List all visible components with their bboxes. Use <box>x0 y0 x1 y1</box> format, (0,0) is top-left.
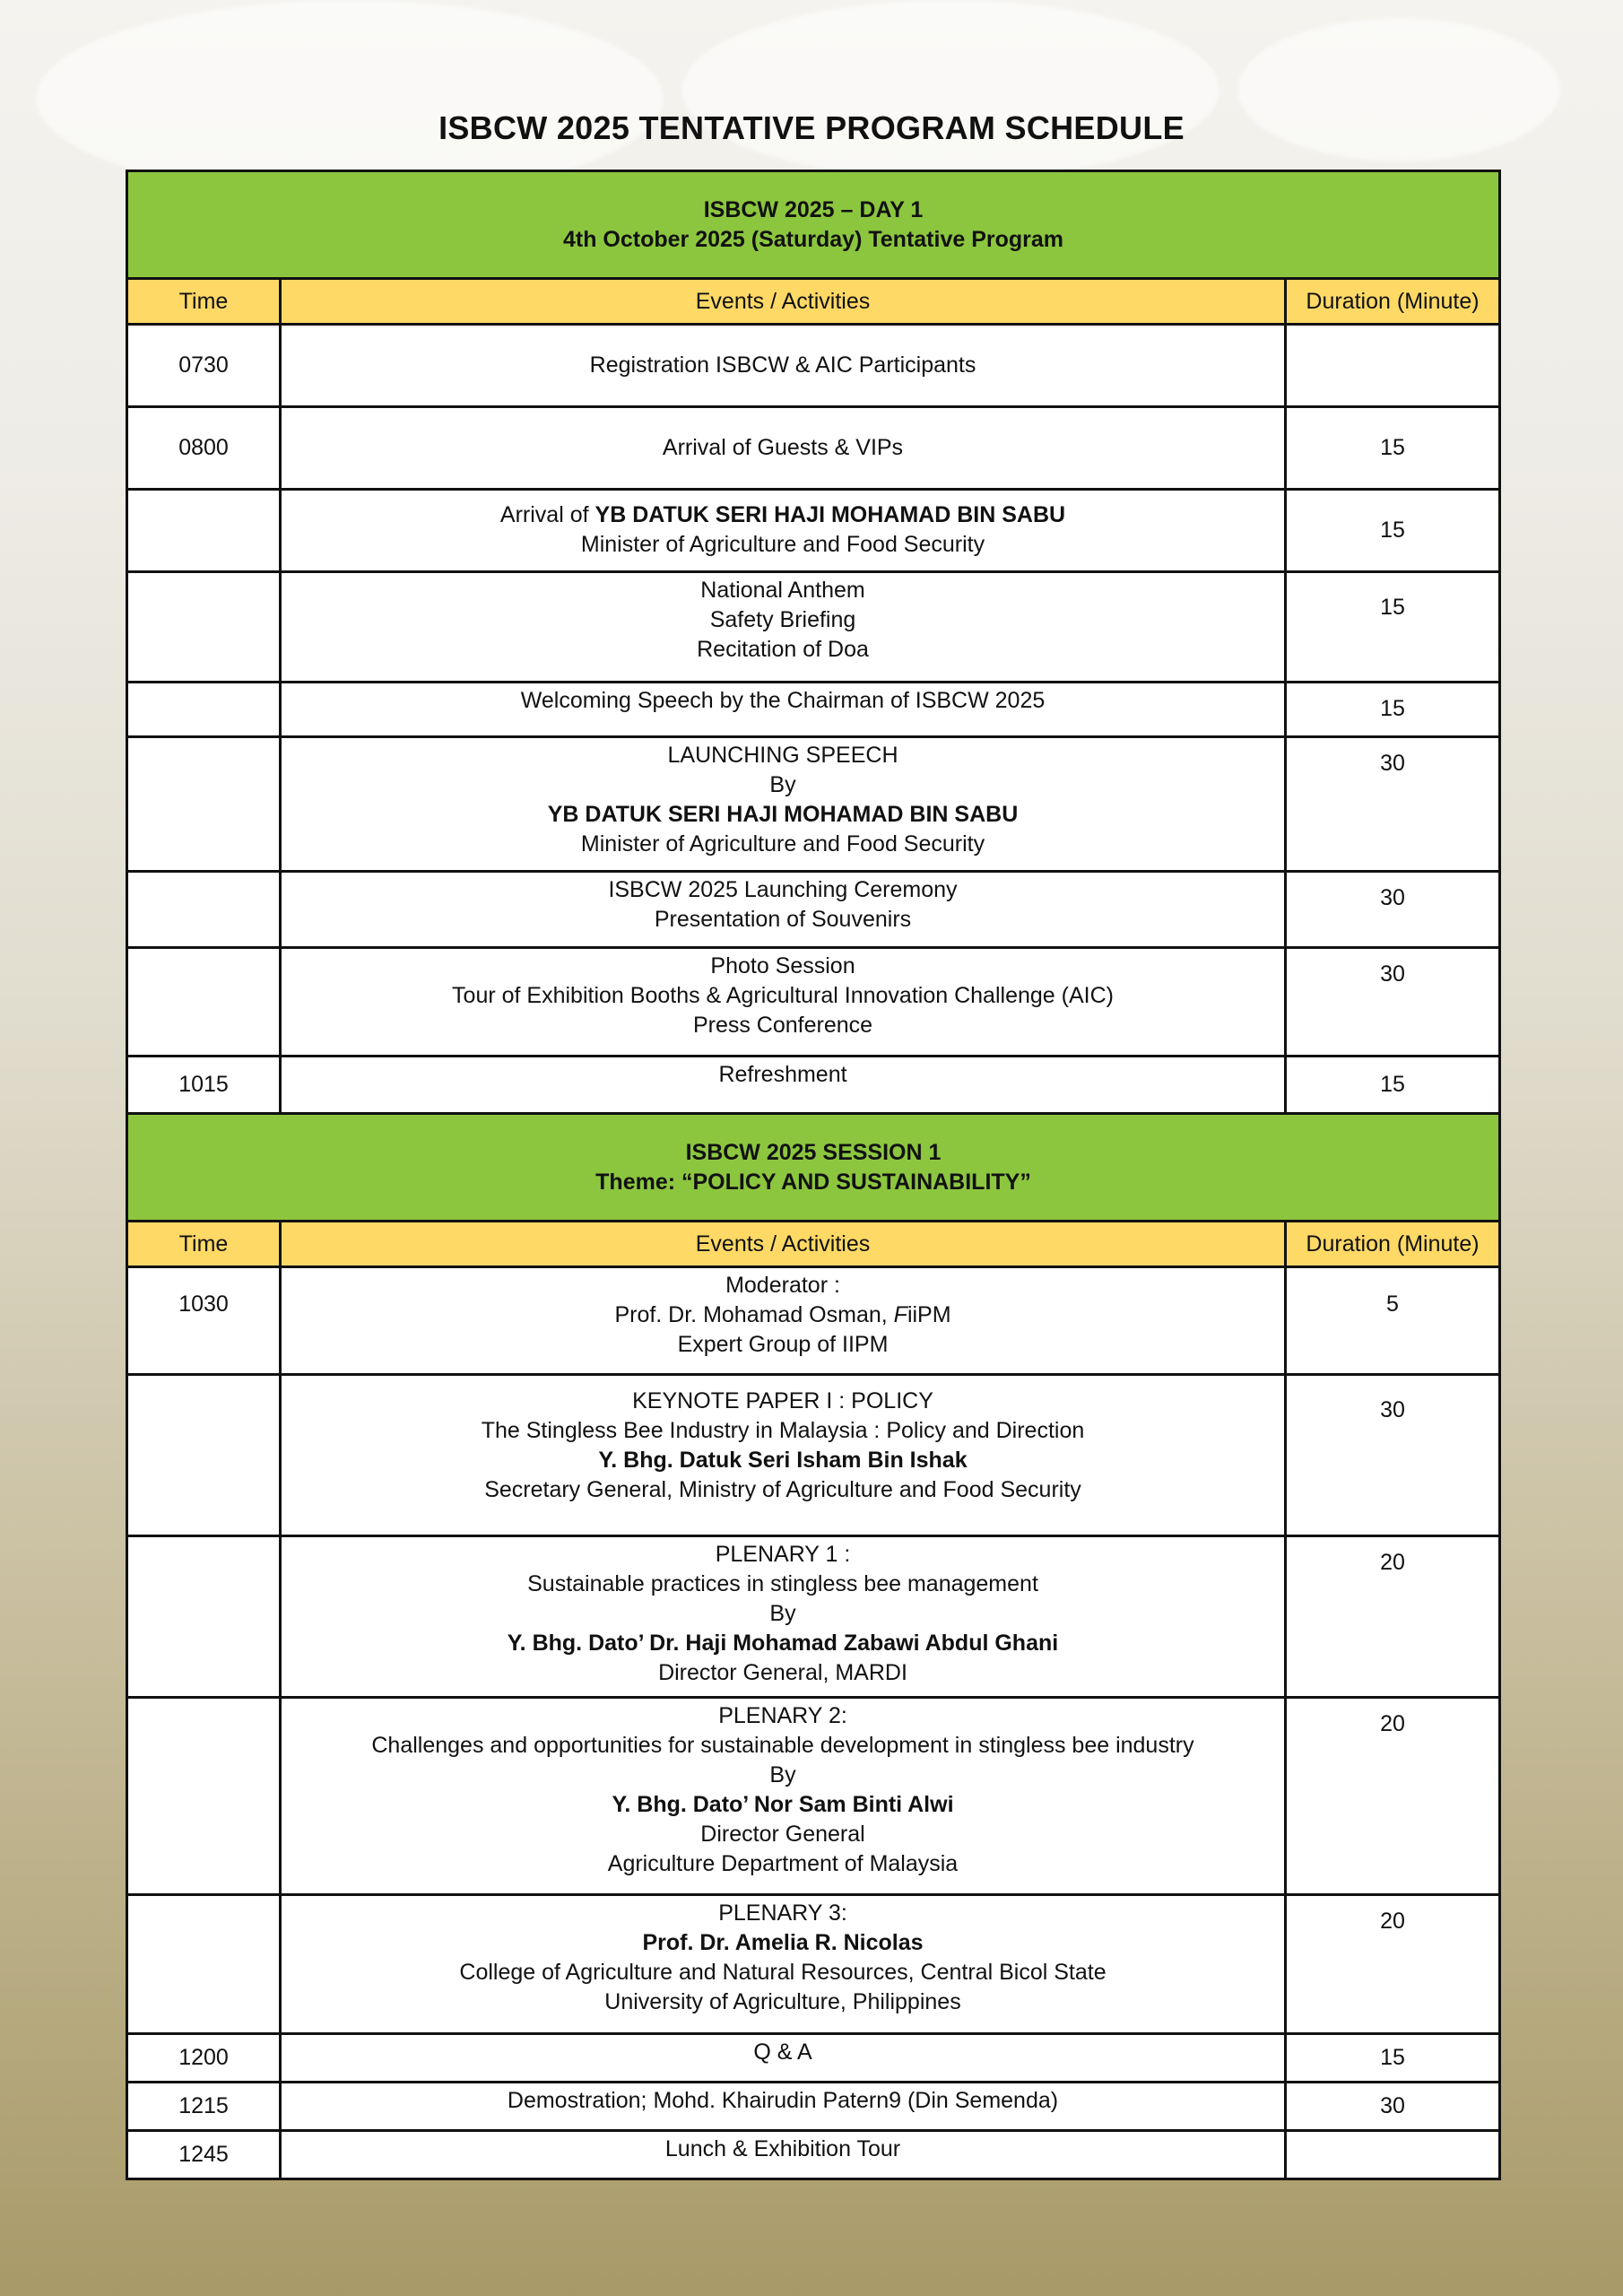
table-row <box>127 407 1500 490</box>
row-duration: 30 <box>1286 948 1500 1057</box>
row-event: Registration ISBCW & AIC Participants <box>281 325 1286 407</box>
event-text: ISBCW 2025 Launching Ceremony <box>608 877 958 902</box>
column-header-time: Time <box>127 279 281 325</box>
row-duration: 20 <box>1286 1536 1500 1698</box>
day1-header-row <box>127 171 1500 279</box>
column-header-duration: Duration (Minute) <box>1286 279 1500 325</box>
row-event <box>281 948 1286 1057</box>
background-map-shape <box>681 0 1219 179</box>
row-duration: 15 <box>1286 407 1500 490</box>
row-time <box>127 490 281 572</box>
row-duration <box>1286 2131 1500 2179</box>
row-duration: 30 <box>1286 2083 1500 2131</box>
event-text: National Anthem <box>700 578 865 603</box>
row-time <box>127 572 281 683</box>
column-header-row <box>127 1222 1500 1267</box>
table-row <box>127 1895 1500 2034</box>
table-row <box>127 2034 1500 2083</box>
row-event <box>281 1895 1286 2034</box>
column-header-events: Events / Activities <box>281 1222 1286 1267</box>
speaker-name: Y. Bhg. Dato’ Nor Sam Binti Alwi <box>612 1792 954 1817</box>
column-header-events: Events / Activities <box>281 279 1286 325</box>
moderator-name-italic: F <box>893 1302 907 1327</box>
session1-header-row <box>127 1114 1500 1222</box>
column-header-time: Time <box>127 1222 281 1267</box>
row-time: 1215 <box>127 2083 281 2131</box>
session1-header-theme: Theme: “POLICY AND SUSTAINABILITY” <box>595 1169 1031 1195</box>
event-text: Press Conference <box>692 1013 873 1038</box>
event-text: Director General <box>700 1822 865 1847</box>
event-text: PLENARY 2: <box>718 1703 847 1728</box>
row-event <box>281 490 1286 572</box>
event-text: Director General, MARDI <box>658 1660 907 1685</box>
row-event <box>281 1375 1286 1536</box>
event-text: By <box>769 1762 796 1787</box>
column-header-duration: Duration (Minute) <box>1286 1222 1500 1267</box>
day1-header-date: 4th October 2025 (Saturday) Tentative Program <box>562 226 1064 252</box>
row-event: Arrival of Guests & VIPs <box>281 407 1286 490</box>
row-event <box>281 1536 1286 1698</box>
row-duration <box>1286 325 1500 407</box>
event-text: Recitation of Doa <box>697 637 869 662</box>
background-map-shape <box>36 0 664 197</box>
row-time: 1015 <box>127 1057 281 1114</box>
table-row <box>127 1698 1500 1895</box>
table-row <box>127 572 1500 683</box>
row-time <box>127 1895 281 2034</box>
vip-name: YB DATUK SERI HAJI MOHAMAD BIN SABU <box>595 502 1066 527</box>
row-duration: 30 <box>1286 872 1500 948</box>
row-event: Demostration; Mohd. Khairudin Patern9 (Din Semenda) <box>281 2083 1286 2131</box>
event-text: By <box>769 1601 796 1626</box>
row-duration: 15 <box>1286 683 1500 737</box>
event-text: By <box>769 772 796 797</box>
row-time <box>127 737 281 872</box>
row-time: 1030 <box>127 1267 281 1375</box>
table-row <box>127 683 1500 737</box>
row-time: 0730 <box>127 325 281 407</box>
row-event <box>281 872 1286 948</box>
speaker-name: Y. Bhg. Datuk Seri Isham Bin Ishak <box>598 1448 968 1473</box>
table-row <box>127 872 1500 948</box>
row-duration: 30 <box>1286 1375 1500 1536</box>
row-event: Lunch & Exhibition Tour <box>281 2131 1286 2179</box>
event-text: Safety Briefing <box>709 607 856 632</box>
row-duration: 30 <box>1286 737 1500 872</box>
event-text: PLENARY 1 : <box>715 1542 851 1567</box>
event-text: Agriculture Department of Malaysia <box>607 1851 959 1876</box>
table-row <box>127 1057 1500 1114</box>
row-time <box>127 683 281 737</box>
event-text: Minister of Agriculture and Food Security <box>580 831 985 857</box>
table-row <box>127 948 1500 1057</box>
session1-header-title: ISBCW 2025 SESSION 1 <box>685 1139 942 1165</box>
schedule-table <box>126 170 1501 2180</box>
row-time <box>127 1375 281 1536</box>
table-row <box>127 2131 1500 2179</box>
row-time: 0800 <box>127 407 281 490</box>
event-text: University of Agriculture, Philippines <box>604 1989 961 2014</box>
event-text: Expert Group of IIPM <box>677 1332 889 1357</box>
page-title: ISBCW 2025 TENTATIVE PROGRAM SCHEDULE <box>438 109 1185 146</box>
row-time <box>127 872 281 948</box>
row-time <box>127 1698 281 1895</box>
event-text: PLENARY 3: <box>718 1900 847 1926</box>
table-row <box>127 325 1500 407</box>
row-time: 1200 <box>127 2034 281 2083</box>
row-time: 1245 <box>127 2131 281 2179</box>
event-text: Tour of Exhibition Booths & Agricultural Innovation Challenge (AIC) <box>452 983 1114 1008</box>
row-duration: 15 <box>1286 1057 1500 1114</box>
event-text: College of Agriculture and Natural Resources, Central Bicol State <box>459 1960 1107 1985</box>
event-text: The Stingless Bee Industry in Malaysia : Policy and Direction <box>481 1418 1085 1443</box>
row-event: Refreshment <box>281 1057 1286 1114</box>
event-text: Secretary General, Ministry of Agriculture and Food Security <box>484 1477 1081 1502</box>
row-duration: 15 <box>1286 490 1500 572</box>
speaker-name: Y. Bhg. Dato’ Dr. Haji Mohamad Zabawi Abdul Ghani <box>507 1631 1059 1656</box>
row-duration: 20 <box>1286 1895 1500 2034</box>
table-row <box>127 1536 1500 1698</box>
row-event: Q & A <box>281 2034 1286 2083</box>
event-text: Photo Session <box>710 953 855 978</box>
row-time <box>127 1536 281 1698</box>
event-text: KEYNOTE PAPER I : POLICY <box>632 1388 933 1413</box>
row-event <box>281 1267 1286 1375</box>
event-text: Moderator : <box>725 1273 840 1298</box>
row-event <box>281 572 1286 683</box>
row-duration: 15 <box>1286 572 1500 683</box>
row-duration: 20 <box>1286 1698 1500 1895</box>
row-event <box>281 1698 1286 1895</box>
column-header-row <box>127 279 1500 325</box>
event-text: LAUNCHING SPEECH <box>667 743 898 768</box>
row-duration: 5 <box>1286 1267 1500 1375</box>
event-text: Minister of Agriculture and Food Security <box>580 532 985 557</box>
event-text: Sustainable practices in stingless bee management <box>527 1571 1038 1596</box>
table-row <box>127 737 1500 872</box>
moderator-name-suffix: iiPM <box>907 1302 951 1327</box>
day1-header <box>127 171 1500 279</box>
table-row <box>127 1267 1500 1375</box>
event-text: Presentation of Souvenirs <box>654 907 912 932</box>
event-text: Challenges and opportunities for sustainable development in stingless bee industry <box>371 1733 1194 1758</box>
row-event <box>281 737 1286 872</box>
session1-header <box>127 1114 1500 1222</box>
speaker-name: Prof. Dr. Amelia R. Nicolas <box>642 1930 924 1955</box>
vip-name: YB DATUK SERI HAJI MOHAMAD BIN SABU <box>547 802 1019 827</box>
day1-header-title: ISBCW 2025 – DAY 1 <box>703 196 924 222</box>
moderator-name: Prof. Dr. Mohamad Osman, <box>614 1302 894 1327</box>
event-text: Arrival of <box>499 502 595 527</box>
row-time <box>127 948 281 1057</box>
table-row <box>127 490 1500 572</box>
table-row <box>127 1375 1500 1536</box>
row-duration: 15 <box>1286 2034 1500 2083</box>
row-event: Welcoming Speech by the Chairman of ISBCW 2025 <box>281 683 1286 737</box>
table-row <box>127 2083 1500 2131</box>
